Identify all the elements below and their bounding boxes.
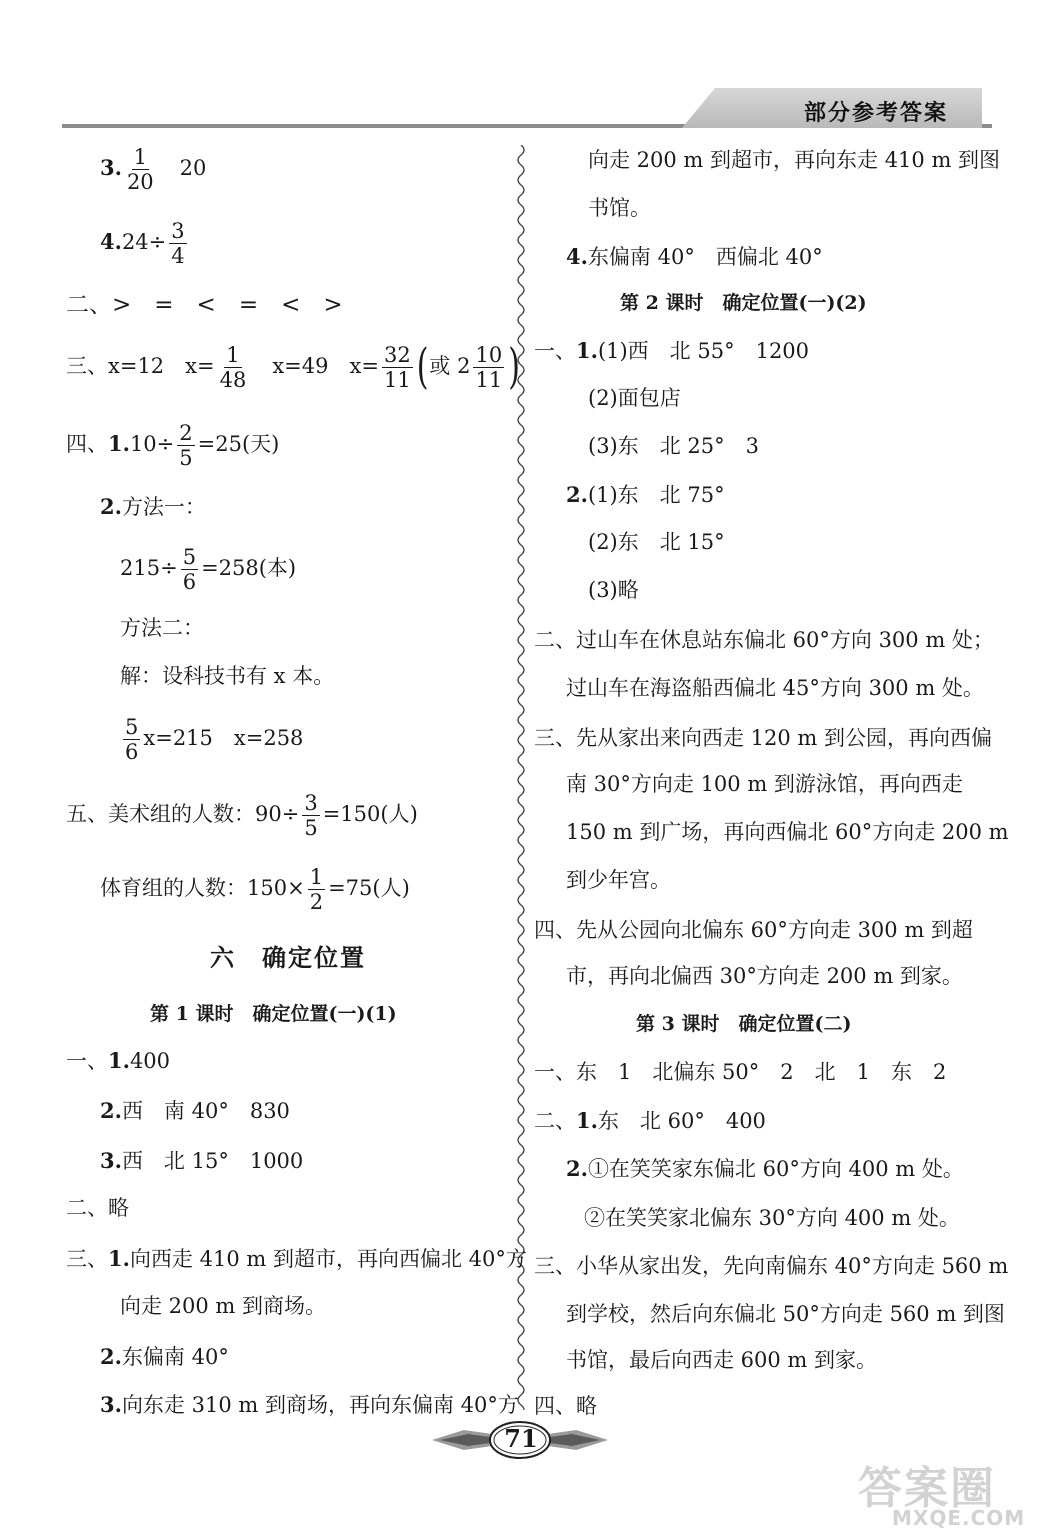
answer-line: 2.①在笑笑家东偏北 60°方向 400 m 处。: [566, 1156, 964, 1181]
answer-line: 2.东偏南 40°: [100, 1344, 229, 1369]
answer-line: (3)东 北 25° 3: [588, 434, 760, 458]
answer-line: 三、小华从家出发，先向南偏东 40°方向走 560 m: [534, 1254, 1009, 1278]
answer-line: 到学校，然后向东偏北 50°方向走 560 m 到图: [566, 1302, 1005, 1326]
answer-line: (2)东 北 15°: [588, 530, 725, 554]
section-title: 六 确定位置: [210, 943, 366, 972]
answer-line: 四、先从公园向北偏东 60°方向走 300 m 到超: [534, 918, 973, 942]
answer-line: 二、1.东 北 60° 400: [534, 1108, 766, 1133]
header-title: 部分参考答案: [804, 100, 949, 126]
answer-line: (2)面包店: [588, 386, 681, 410]
answer-line: 五、美术组的人数：90÷ $\frac{3}{5}$ =150(人): [66, 791, 418, 841]
lesson-title: 第 3 课时 确定位置(二): [636, 1013, 852, 1035]
answer-line: 书馆，最后向西走 600 m 到家。: [566, 1348, 878, 1372]
answer-line: 2.(1)东 北 75°: [566, 482, 725, 507]
answer-line: 二、> = < = < >: [66, 292, 343, 318]
answer-line: 三、x=12 x= $\frac{1}{48}$ x=49 x= $\frac{32}{11}$ (或 2 $\frac{10}{11}$ ): [66, 338, 520, 395]
answer-line: 一、东 1 北偏东 50° 2 北 1 东 2: [534, 1060, 947, 1084]
answer-line: 体育组的人数：150× $\frac{1}{2}$ =75(人): [100, 865, 410, 915]
answer-line: 四、略: [534, 1394, 597, 1418]
answer-line: 南 30°方向走 100 m 到游泳馆，再向西走: [566, 772, 963, 796]
answer-line: 三、先从家出来向西走 120 m 到公园，再向西偏: [534, 726, 993, 750]
answer-line: 市，再向北偏西 30°方向走 200 m 到家。: [566, 964, 963, 988]
answer-line: 二、略: [66, 1196, 129, 1220]
answer-line: 三、1.向西走 410 m 到超市，再向西偏北 40°方: [66, 1246, 527, 1271]
answer-line: 解：设科技书有 x 本。: [120, 664, 335, 688]
watermark-url: MXQE.COM: [892, 1506, 1026, 1530]
answer-line: 四、1.10÷ $\frac{2}{5}$ =25(天): [66, 421, 280, 471]
answer-line: 4.东偏南 40° 西偏北 40°: [566, 244, 823, 269]
answer-line: 3.向东走 310 m 到商场，再向东偏南 40°方: [100, 1392, 519, 1417]
column-divider: [512, 145, 530, 1410]
answer-line: 二、过山车在休息站东偏北 60°方向 300 m 处；: [534, 628, 994, 652]
answer-line: 2.西 南 40° 830: [100, 1098, 290, 1123]
answer-line: 向走 200 m 到超市，再向东走 410 m 到图: [588, 148, 1001, 172]
answer-line: 到少年宫。: [566, 868, 671, 892]
lesson-title: 第 1 课时 确定位置(一)(1): [150, 1003, 397, 1025]
answer-line: ②在笑笑家北偏东 30°方向 400 m 处。: [584, 1206, 960, 1230]
answer-line: 2.方法一：: [100, 494, 206, 519]
answer-line: 方法二：: [120, 616, 204, 640]
answer-line: 过山车在海盗船西偏北 45°方向 300 m 处。: [566, 676, 984, 700]
answer-line: 一、1.400: [66, 1048, 171, 1073]
answer-line: $\frac{5}{6}$ x=215 x=258: [125, 715, 304, 765]
answer-line: 3.西 北 15° 1000: [100, 1148, 304, 1173]
answer-line: 215÷ $\frac{5}{6}$ =258(本): [120, 545, 297, 595]
page-number: 71: [504, 1424, 538, 1453]
answer-line: 向走 200 m 到商场。: [120, 1294, 327, 1318]
answer-line: 150 m 到广场，再向西偏北 60°方向走 200 m: [566, 820, 1009, 844]
watermark-logo: 答案圈: [858, 1463, 996, 1514]
answer-line: 一、1.(1)西 北 55° 1200: [534, 338, 810, 363]
answer-line: (3)略: [588, 578, 639, 602]
lesson-title: 第 2 课时 确定位置(一)(2): [620, 292, 867, 314]
answer-line: 3. $\frac{1}{20}$ 20: [100, 145, 207, 195]
answer-line: 4.24÷ $\frac{3}{4}$: [100, 219, 185, 269]
answer-line: 书馆。: [588, 196, 651, 220]
